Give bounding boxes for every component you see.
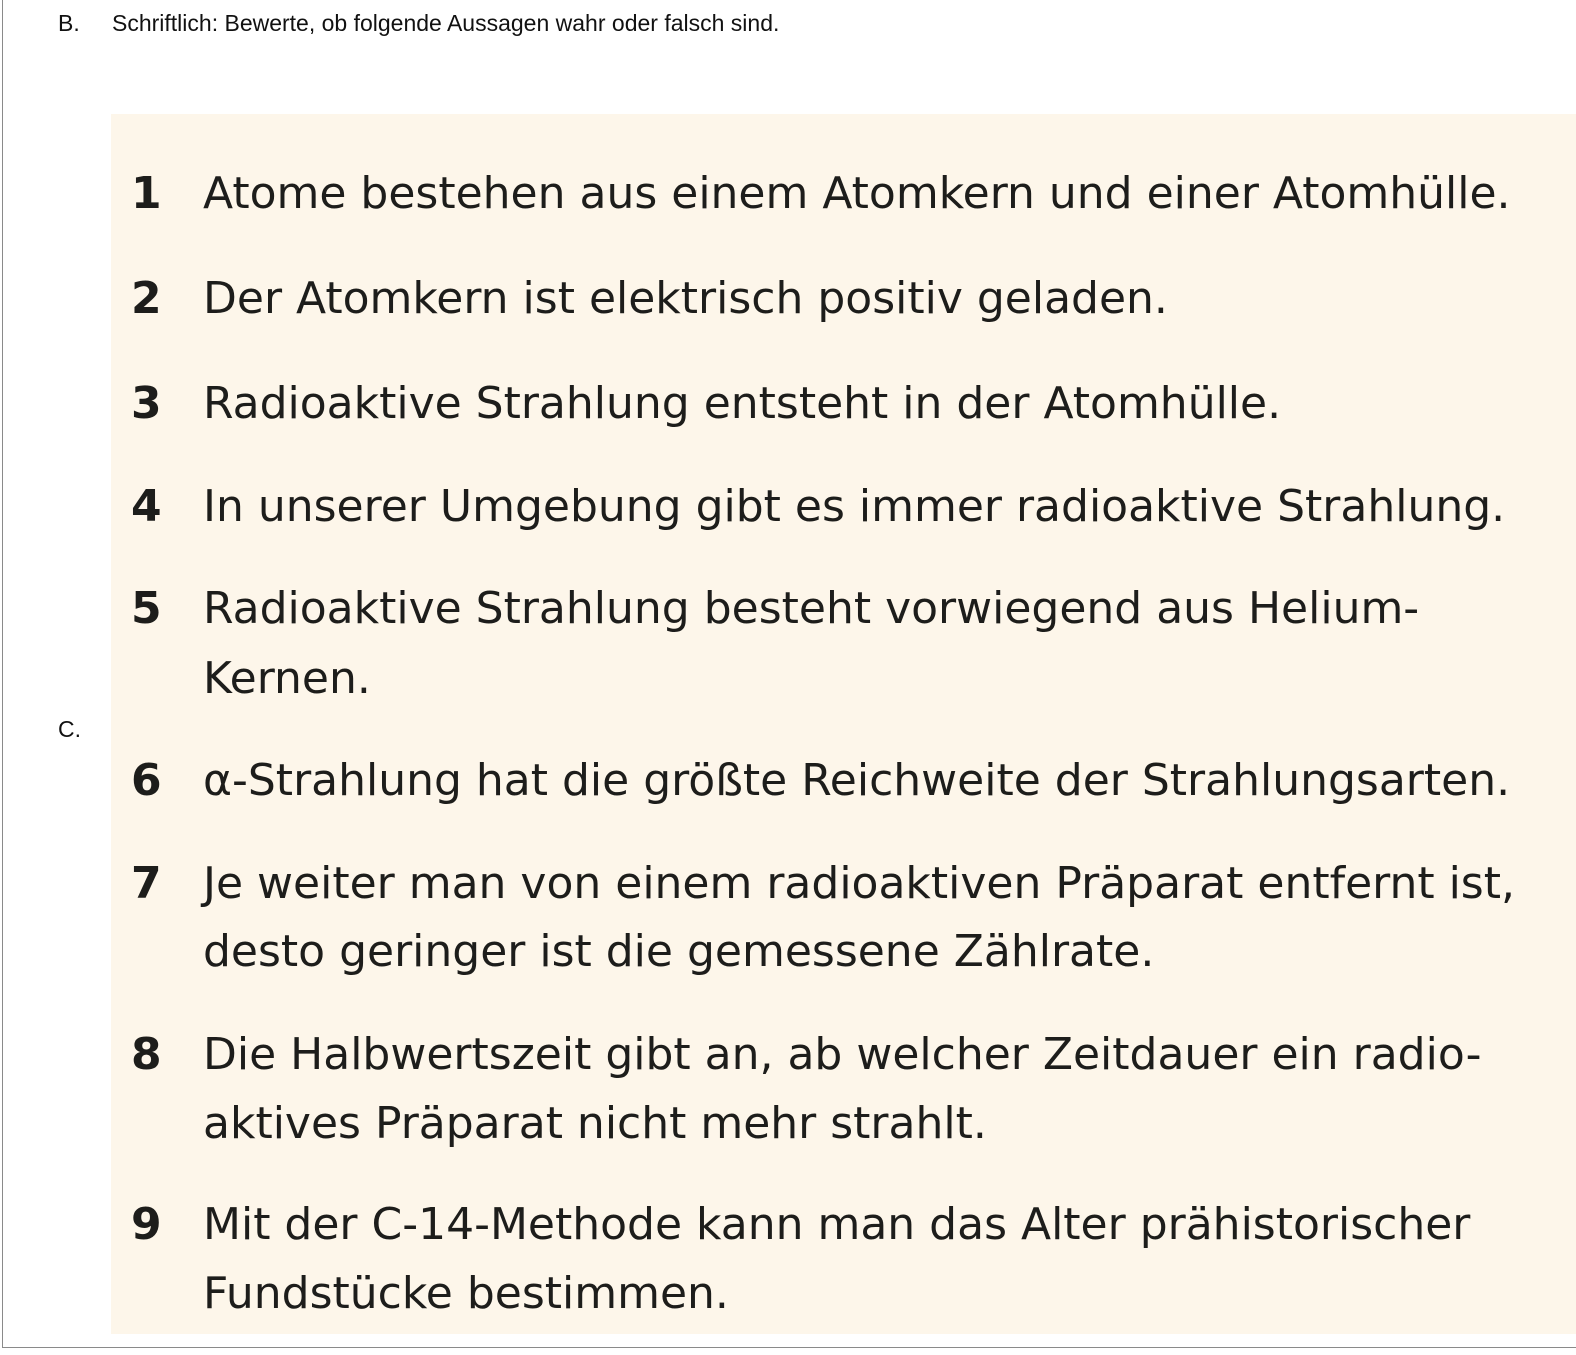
statement-number: 3 [131,378,162,429]
section-b-heading [58,10,779,37]
statement-number: 5 [131,583,162,634]
statement-number: 6 [131,755,162,806]
section-b-instruction: Schriftlich: Bewerte, ob folgende Aussagen wahr oder falsch sind. [112,10,780,36]
statement-text: Kernen. [203,653,371,704]
statement-text: Der Atomkern ist elektrisch positiv geladen. [203,273,1168,324]
statements-panel [111,114,1576,1334]
statement-text: Je weiter man von einem radioaktiven Präparat entfernt ist, [203,858,1515,909]
page-border-bottom [2,1347,1576,1348]
statement-text: Atome bestehen aus einem Atomkern und einer Atomhülle. [203,168,1511,219]
statement-number: 2 [131,273,162,324]
statement-text: Mit der C-14-Methode kann man das Alter prähistorischer [203,1199,1471,1250]
statement-text: desto geringer ist die gemessene Zählrate. [203,926,1155,977]
statement-number: 1 [131,168,162,219]
statement-number: 4 [131,481,162,532]
section-c-marker: C. [58,716,81,742]
statement-text: Die Halbwertszeit gibt an, ab welcher Zeitdauer ein radio- [203,1029,1482,1080]
statement-number: 8 [131,1029,162,1080]
statement-text: α-Strahlung hat die größte Reichweite der Strahlungsarten. [203,755,1511,806]
statement-text: aktives Präparat nicht mehr strahlt. [203,1098,987,1149]
statement-number: 9 [131,1199,162,1250]
page-border-left [2,0,3,1348]
section-b-marker: B. [58,10,80,36]
statement-text: Fundstücke bestimmen. [203,1268,729,1319]
statement-text: Radioaktive Strahlung besteht vorwiegend aus Helium- [203,583,1420,634]
statement-text: In unserer Umgebung gibt es immer radioaktive Strahlung. [203,481,1506,532]
statement-text: Radioaktive Strahlung entsteht in der Atomhülle. [203,378,1282,429]
statement-number: 7 [131,858,162,909]
